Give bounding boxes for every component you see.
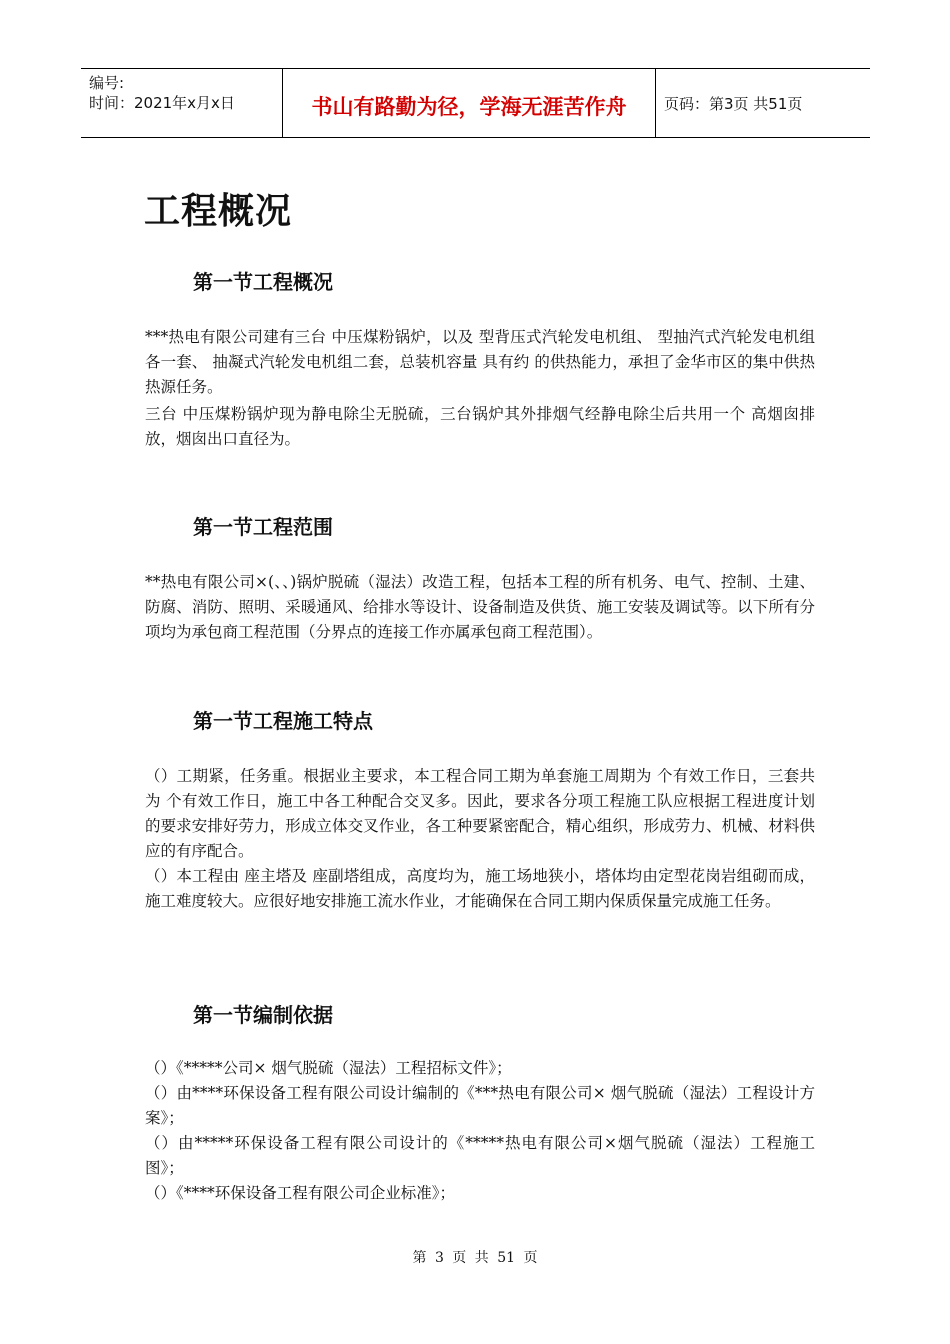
header-page-cell xyxy=(656,69,870,137)
page-footer: 第 3 页 共 51 页 xyxy=(412,1250,538,1266)
document-title: 工程概况 xyxy=(144,191,293,232)
paragraph: （）本工程由 座主塔及 座副塔组成，高度均为，施工场地狭小，塔体均由定型花岗岩组砌而成，施工难度较大。应很好地安排施工流水作业，才能确保在合同工期内保质保量完成施工任务。 xyxy=(145,867,815,910)
paragraph: （）由*****环保设备工程有限公司设计的《*****热电有限公司×烟气脱硫（湿法）工程施工图》； xyxy=(145,1134,815,1177)
section-heading-overview: 第一节工程概况 xyxy=(193,270,333,294)
paragraph: **热电有限公司×(、、)锅炉脱硫（湿法）改造工程，包括本工程的所有机务、电气、控制、土建、防腐、消防、照明、采暖通风、给排水等设计、设备制造及供货、施工安装及调试等。以下所有分项均为承包商工程范围（分界点的连接工作亦属承包商工程范围）。 xyxy=(145,573,815,641)
section-heading-features: 第一节工程施工特点 xyxy=(193,709,373,733)
paragraph: （）由****环保设备工程有限公司设计编制的《***热电有限公司× 烟气脱硫（湿法）工程设计方案》； xyxy=(145,1084,815,1127)
header-meta-cell xyxy=(81,69,283,137)
header-page-info: 页码：第3页 共51页 xyxy=(664,95,803,113)
paragraph: （）《*****公司× 烟气脱硫（湿法）工程招标文件》； xyxy=(145,1059,512,1077)
paragraph: ***热电有限公司建有三台 中压煤粉锅炉，以及 型背压式汽轮发电机组、 型抽汽式汽轮发电机组各一套、 抽凝式汽轮发电机组二套，总装机容量 具有约 的供热能力，承担了金华市区的集中供热热源任务。 xyxy=(145,328,815,396)
section-heading-scope: 第一节工程范围 xyxy=(193,515,333,539)
paragraph: 三台 中压煤粉锅炉现为静电除尘无脱硫，三台锅炉其外排烟气经静电除尘后共用一个 高烟囱排放，烟囱出口直径为。 xyxy=(145,405,815,448)
header-motto: 书山有路勤为径，学海无涯苦作舟 xyxy=(311,95,627,119)
header-motto-cell xyxy=(283,69,656,137)
document-date: 时间：2021年x月x日 xyxy=(89,94,235,112)
page-header xyxy=(81,68,870,138)
paragraph: （）工期紧，任务重。根据业主要求，本工程合同工期为单套施工周期为 个有效工作日，三套共为 个有效工作日，施工中各工种配合交叉多。因此，要求各分项工程施工队应根据工程进度计划的要求安排好劳力，形成立体交叉作业，各工种要紧密配合，精心组织，形成劳力、机械、材料供应的有序配合。 xyxy=(145,767,815,860)
paragraph: （）《****环保设备工程有限公司企业标准》； xyxy=(145,1184,456,1202)
document-number-label: 编号: xyxy=(89,74,125,92)
section-heading-basis: 第一节编制依据 xyxy=(193,1003,333,1027)
